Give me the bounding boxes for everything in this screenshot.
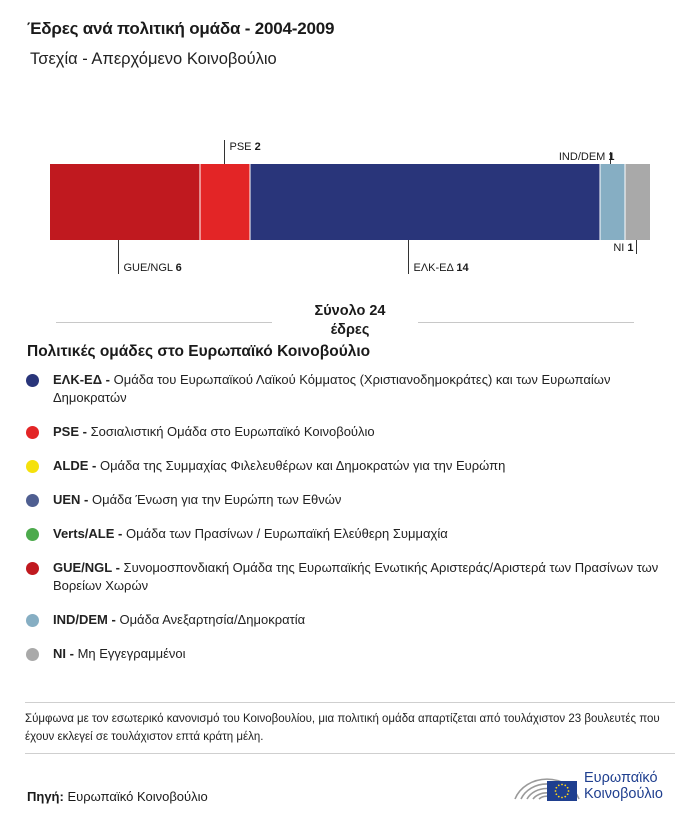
legend-desc: Ομάδα του Ευρωπαϊκού Λαϊκού Κόμματος (Χριστιανοδημοκράτες) και των Ευρωπαίων Δημοκρατών [53, 372, 611, 405]
legend [25, 371, 665, 663]
logo-star [555, 787, 557, 789]
legend-item [25, 423, 665, 441]
data-label-name: IND/DEM [558, 151, 609, 163]
note-divider-top [25, 702, 675, 703]
total-seats-unit: έδρες [330, 322, 370, 338]
legend-swatch [26, 426, 39, 439]
data-label-name: PSE [229, 141, 255, 153]
legend-abbr: ΕΛΚ-ΕΔ - [53, 372, 111, 387]
data-label-value: 14 [456, 262, 469, 274]
data-label-name: ΕΛΚ-ΕΔ [413, 262, 457, 274]
legend-swatch [26, 614, 39, 627]
legend-swatch [26, 460, 39, 473]
logo-star [564, 784, 566, 786]
logo-star [558, 784, 560, 786]
legend-abbr: IND/DEM - [53, 612, 116, 627]
legend-abbr: Verts/ALE - [53, 526, 123, 541]
legend-swatch [26, 528, 39, 541]
legend-item [25, 645, 665, 663]
note-divider-bottom [25, 753, 675, 754]
legend-swatch [26, 374, 39, 387]
data-label [613, 242, 633, 254]
chart-title: Έδρες ανά πολιτική ομάδα - 2004-2009 [27, 19, 335, 38]
total-seats-count: Σύνολο 24 [314, 303, 386, 319]
legend-desc: Ομάδα της Συμμαχίας Φιλελευθέρων και Δημοκρατών για την Ευρώπη [96, 458, 506, 473]
logo-line-2: Κοινοβούλιο [584, 786, 663, 802]
total-rule-left [56, 322, 272, 323]
logo-star [564, 796, 566, 798]
legend-swatch [26, 494, 39, 507]
legend-item [25, 611, 665, 629]
source-label: Πηγή: [27, 789, 64, 804]
legend-abbr: GUE/NGL - [53, 560, 120, 575]
logo-wordmark [584, 770, 663, 802]
total-seats [290, 302, 410, 340]
logo-line-1: Ευρωπαϊκό [584, 770, 658, 786]
legend-item [25, 457, 665, 475]
legend-abbr: UEN - [53, 492, 89, 507]
logo-star [567, 787, 569, 789]
source-line [27, 789, 208, 804]
legend-item [25, 491, 665, 509]
legend-desc: Μη Εγγεγραμμένοι [73, 646, 186, 661]
footnote: Σύμφωνα με τον εσωτερικό κανονισμό του Κοινοβουλίου, μια πολιτική ομάδα απαρτίζεται από τουλάχιστον 23 βουλευτές που έχουν εκλεγεί σε τουλάχιστον επτά κράτη μέλη. [25, 713, 660, 743]
legend-item [25, 371, 665, 407]
legend-swatch [26, 648, 39, 661]
legend-abbr: NI - [53, 646, 74, 661]
bar-segment [50, 164, 200, 240]
logo-star [561, 797, 563, 799]
data-label [230, 141, 261, 153]
legend-desc: Ομάδα Ανεξαρτησία/Δημοκρατία [115, 612, 306, 627]
legend-desc: Συνομοσπονδιακή Ομάδα της Ευρωπαϊκής Ενωτικής Αριστεράς/Αριστερά των Πρασίνων των Βορείων Χωρών [53, 560, 659, 593]
data-label-value: 1 [608, 151, 615, 163]
bar-segment [250, 164, 600, 240]
chart-subtitle: Τσεχία - Απερχόμενο Κοινοβούλιο [30, 50, 277, 68]
data-label [559, 151, 615, 163]
data-label-value: 2 [254, 141, 261, 153]
data-label-value: 1 [627, 242, 634, 254]
logo-star [568, 790, 570, 792]
logo-star [567, 793, 569, 795]
legend-desc: Ομάδα των Πρασίνων / Ευρωπαϊκή Ελεύθερη Συμμαχία [122, 526, 448, 541]
legend-item [25, 525, 665, 543]
legend-swatch [26, 562, 39, 575]
data-label [124, 262, 182, 274]
data-label-name: NI [613, 242, 628, 254]
bar-segment [200, 164, 250, 240]
seat-bar-chart [0, 130, 700, 280]
logo-star [555, 793, 557, 795]
legend-title: Πολιτικές ομάδες στο Ευρωπαϊκό Κοινοβούλιο [27, 343, 371, 360]
bar-segment [600, 164, 625, 240]
data-label [414, 262, 470, 274]
source-value: Ευρωπαϊκό Κοινοβούλιο [63, 789, 208, 804]
legend-desc: Σοσιαλιστική Ομάδα στο Ευρωπαϊκό Κοινοβούλιο [86, 424, 375, 439]
logo-star [558, 796, 560, 798]
legend-item [25, 559, 665, 595]
bar-segment [625, 164, 650, 240]
logo-star [561, 784, 563, 786]
legend-abbr: ALDE - [53, 458, 97, 473]
legend-desc: Ομάδα Ένωση για την Ευρώπη των Εθνών [88, 492, 342, 507]
data-label-name: GUE/NGL [123, 262, 176, 274]
logo-star [555, 790, 557, 792]
total-rule-right [418, 322, 634, 323]
data-label-value: 6 [175, 262, 182, 274]
legend-abbr: PSE - [53, 424, 87, 439]
